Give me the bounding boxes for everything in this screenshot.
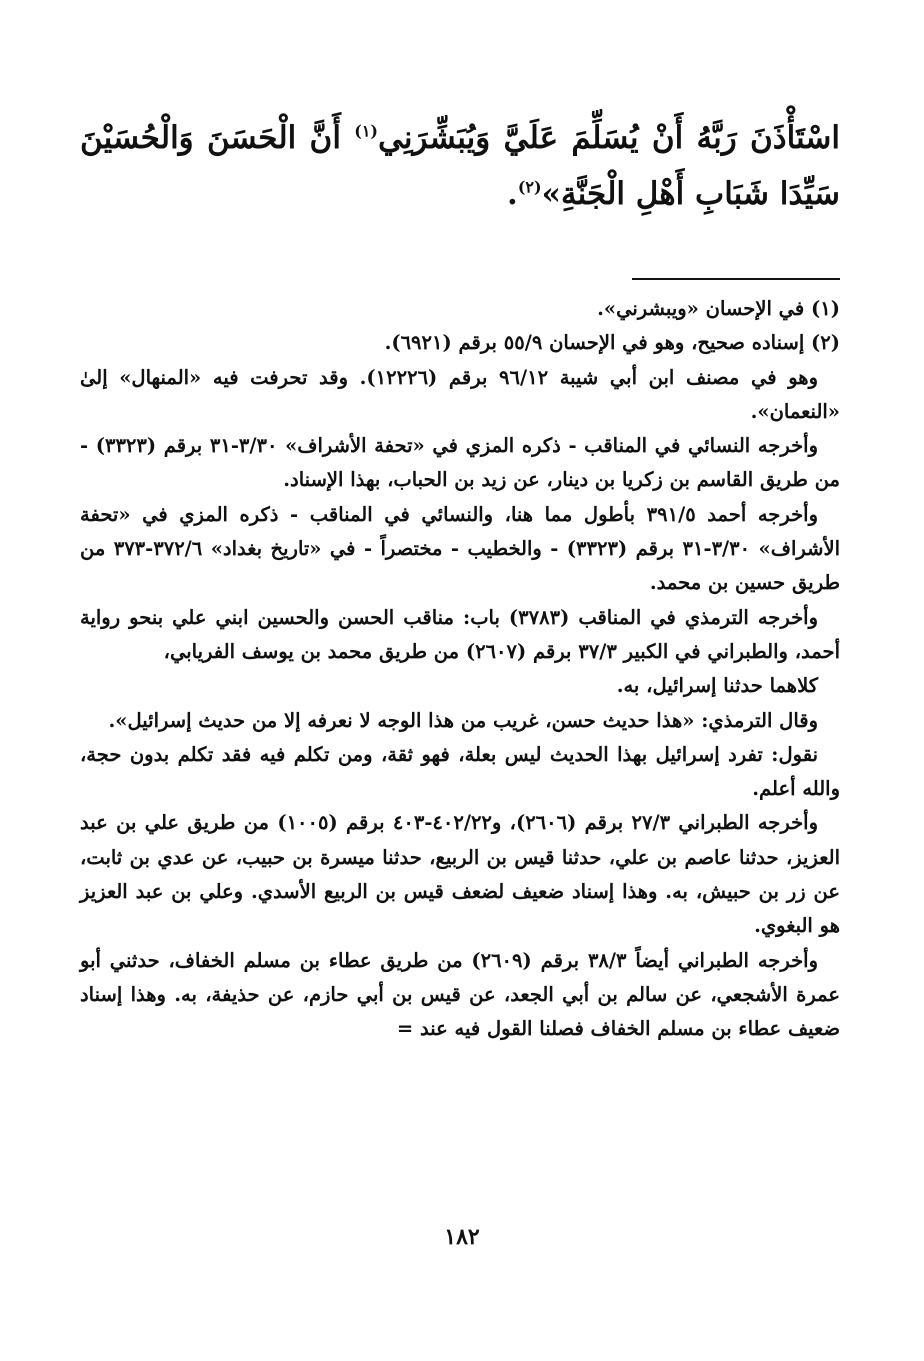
footnote-ref-1: (١) xyxy=(354,121,378,141)
footnote-paragraph: وهو في مصنف ابن أبي شيبة ٩٦/١٢ برقم (١٢٢٢٦). وقد تحرفت فيه «المنهال» إلىٰ «النعمان». xyxy=(80,365,840,423)
footnote-paragraph: وأخرجه أحمد ٣٩١/٥ بأطول مما هنا، والنسائي في المناقب - ذكره المزي في «تحفة الأشراف» ٣/٣٠-٣١ برقم (٣٣٢٣) - والخطيب - مختصراً - في «تاريخ بغداد» ٣٧٢/٦-٣٧٣ من طريق حسين بن محمد. xyxy=(80,502,841,595)
footnote-paragraph: نقول: تفرد إسرائيل بهذا الحديث ليس بعلة، فهو ثقة، ومن تكلم فيه فقد تكلم بدون حجة، والله أعلم. xyxy=(80,742,840,801)
footnote-separator xyxy=(632,278,840,280)
footnote-ref-2: (٢) xyxy=(517,177,542,197)
footnote-paragraph: وأخرجه الطبراني ٢٧/٣ برقم (٢٦٠٦)، و٤٠٢/٢٢-٤٠٣ برقم (١٠٠٥) من طريق علي بن عبد العزيز، حدثنا عاصم بن علي، حدثنا قيس بن الربيع، حدثنا ميسرة بن حبيب، عن عدي بن ثابت، عن زر بن حبيش، به. وهذا إسناد ضعيف لضعف قيس بن الربيع الأسدي. وعلي بن عبد العزيز هو البغوي. xyxy=(80,811,840,938)
footnote-paragraph: وأخرجه النسائي في المناقب - ذكره المزي في «تحفة الأشراف» ٣/٣٠-٣١ برقم (٣٣٢٣) - من طريق القاسم بن زكريا بن دينار، عن زيد بن الحباب، بهذا الإسناد. xyxy=(80,434,840,492)
footnote-paragraph: وأخرجه الطبراني أيضاً ٣٨/٣ برقم (٢٦٠٩) من طريق عطاء بن مسلم الخفاف، حدثني أبو عمرة الأشجعي، عن سالم بن أبي الجعد، عن قيس بن أبي حازم، عن حذيفة، به. وهذا إسناد ضعيف عطاء بن مسلم الخفاف فصلنا القول فيه عند = xyxy=(80,948,840,1041)
footnote-paragraph: وقال الترمذي: «هذا حديث حسن، غريب من هذا الوجه لا نعرفه إلا من حديث إسرائيل». xyxy=(108,708,818,732)
hadith-text-part1: اسْتَأْذَنَ رَبَّهُ أَنْ يُسَلِّمَ عَلَيَّ وَيُبَشِّرَنِي xyxy=(378,120,840,156)
hadith-text-part2: أَنَّ الْحَسَنَ وَالْحُسَيْنَ سَيِّدَا شَبَابِ أَهْلِ الْجَنَّةِ» xyxy=(80,120,840,212)
footnote-2: (٢) إسناده صحيح، وهو في الإحسان ٥٥/٩ برقم (٦٩٢١). xyxy=(384,331,840,355)
page-content xyxy=(80,110,840,1047)
footnote-paragraph: كلاهما حدثنا إسرائيل، به. xyxy=(616,674,818,698)
footnote-1: (١) في الإحسان «ويبشرني». xyxy=(597,297,840,320)
footnote-paragraph: وأخرجه الترمذي في المناقب (٣٧٨٣) باب: مناقب الحسن والحسين ابني علي بنحو رواية أحمد، والطبراني في الكبير ٣٧/٣ برقم (٢٦٠٧) من طريق محمد بن يوسف الفريابي، xyxy=(80,605,840,663)
footnotes xyxy=(80,292,840,1047)
page-number: ١٨٢ xyxy=(444,1224,480,1250)
hadith-end: . xyxy=(507,176,518,212)
hadith-text xyxy=(80,110,840,222)
